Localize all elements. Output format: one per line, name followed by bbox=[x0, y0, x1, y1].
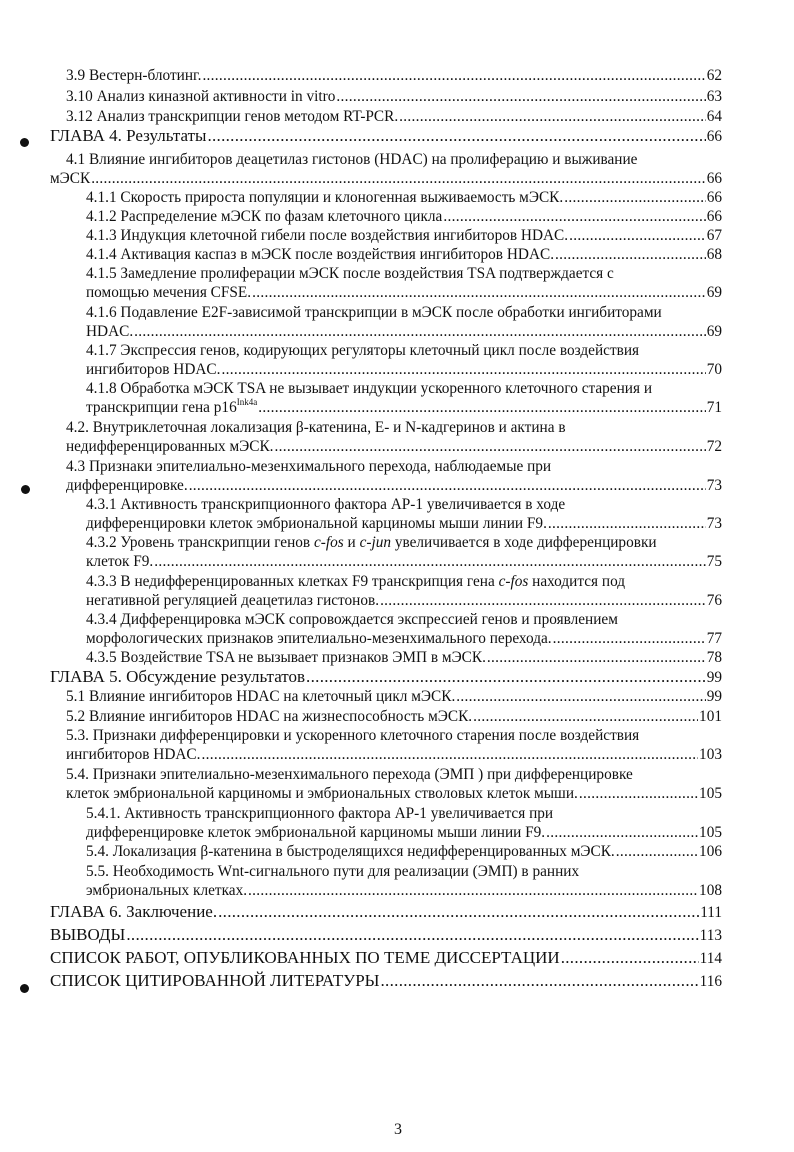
toc-entry-4-3-2-line1[interactable] bbox=[86, 534, 657, 552]
toc-page: 113 bbox=[699, 927, 722, 944]
toc-title: ВЫВОДЫ bbox=[50, 925, 126, 944]
toc-page: 108 bbox=[699, 882, 722, 899]
toc-entry-4-3-3-line1[interactable] bbox=[86, 573, 625, 591]
toc-entry-5-4-1-line1[interactable]: 5.4.1. Активность транскрипционного фактора AP-1 увеличивается при bbox=[86, 805, 554, 822]
dot-leader bbox=[561, 948, 699, 968]
text: 4.3.3 В недифференцированных клетках F9 транскрипция гена bbox=[86, 573, 499, 590]
dot-leader bbox=[201, 746, 698, 764]
toc-page: 64 bbox=[706, 108, 722, 125]
dot-leader bbox=[275, 438, 706, 456]
dot-leader bbox=[553, 630, 706, 648]
toc-page: 99 bbox=[706, 669, 722, 686]
toc-entry-4-3-1-line1[interactable]: 4.3.1 Активность транскрипционного фактора AP-1 увеличивается в ходе bbox=[86, 496, 566, 513]
dot-leader bbox=[248, 882, 698, 900]
toc-entry-4-3-5[interactable] bbox=[86, 649, 722, 667]
toc-title-text: транскрипции гена p16 bbox=[86, 399, 237, 416]
dot-leader bbox=[616, 843, 698, 861]
toc-entry-4-1-line1[interactable]: 4.1 Влияние ингибиторов деацетилаз гистонов (HDAC) на пролиферацию и выживание bbox=[66, 151, 638, 168]
toc-page: 66 bbox=[706, 208, 722, 225]
toc-entry-4-1-8[interactable] bbox=[86, 399, 722, 417]
toc-title: дифференцировки клеток эмбриональной карциномы мыши линии F9. bbox=[86, 515, 547, 532]
superscript: Ink4a bbox=[236, 397, 258, 407]
scan-bullet-mark bbox=[21, 485, 30, 494]
dot-leader bbox=[381, 971, 699, 991]
dot-leader bbox=[456, 688, 705, 706]
toc-page: 116 bbox=[699, 973, 722, 990]
toc-title: эмбриональных клетках. bbox=[86, 882, 248, 899]
toc-entry-4-1-1[interactable] bbox=[86, 189, 722, 207]
toc-entry-5-1[interactable] bbox=[66, 688, 722, 706]
toc-entry-4-1-3[interactable] bbox=[86, 227, 722, 245]
toc-page: 73 bbox=[706, 515, 722, 532]
dot-leader bbox=[546, 824, 698, 842]
toc-title: ингибиторов HDAC. bbox=[86, 361, 221, 378]
toc-chapter-4[interactable] bbox=[50, 126, 722, 146]
toc-page: 63 bbox=[706, 88, 722, 105]
toc-page: 71 bbox=[706, 399, 722, 416]
dot-leader bbox=[548, 515, 706, 533]
dot-leader bbox=[564, 189, 706, 207]
toc-page: 66 bbox=[706, 189, 722, 206]
toc-title: 3.12 Анализ транскрипции генов методом RT-PCR. bbox=[66, 108, 399, 125]
toc-title: дифференцировке клеток эмбриональной карциномы мыши линии F9. bbox=[86, 824, 546, 841]
toc-title: 5.4. Локализация β-катенина в быстроделящихся недифференцированных мЭСК. bbox=[86, 843, 615, 860]
text: 4.3.2 Уровень транскрипции генов bbox=[86, 534, 314, 551]
toc-chapter-6[interactable] bbox=[50, 902, 722, 922]
toc-title: 4.1.4 Активация каспаз в мЭСК после воздействия ингибиторов HDAC. bbox=[86, 246, 555, 263]
toc-entry-4-1-5-line1[interactable]: 4.1.5 Замедление пролиферации мЭСК после воздействия TSA подтверждается с bbox=[86, 265, 614, 282]
toc-page: 114 bbox=[699, 950, 722, 967]
toc-entry-5-5-line1[interactable]: 5.5. Необходимость Wnt-сигнального пути для реализации (ЭМП) в ранних bbox=[86, 863, 580, 880]
toc-title: клеток эмбриональной карциномы и эмбриональных стволовых клеток мыши. bbox=[66, 785, 578, 802]
toc-entry-4-3[interactable] bbox=[66, 477, 722, 495]
toc-entry-4-1-5[interactable] bbox=[86, 284, 722, 302]
toc-title: 5.2 Влияние ингибиторов HDAC на жизнеспособность мЭСК. bbox=[66, 708, 473, 725]
toc-page: 62 bbox=[706, 67, 722, 84]
toc-entry-4-1[interactable] bbox=[50, 170, 722, 188]
toc-entry-5-5[interactable] bbox=[86, 882, 722, 900]
dot-leader bbox=[258, 399, 705, 417]
text: находится под bbox=[528, 573, 626, 590]
toc-page: 76 bbox=[706, 592, 722, 609]
toc-page: 66 bbox=[706, 128, 722, 145]
toc-title: 4.1.2 Распределение мЭСК по фазам клеточного цикла bbox=[86, 208, 443, 225]
toc-title: 4.1.3 Индукция клеточной гибели после воздействия ингибиторов HDAC. bbox=[86, 227, 569, 244]
toc-title: 3.10 Анализ киназной активности in vitro bbox=[66, 88, 336, 105]
toc-page: 105 bbox=[699, 824, 722, 841]
toc-entry-4-3-3[interactable] bbox=[86, 592, 722, 610]
toc-entry-5-3-line1[interactable]: 5.3. Признаки дифференцировки и ускоренного клеточного старения после воздействия bbox=[66, 727, 640, 744]
dot-leader bbox=[306, 667, 706, 687]
toc-title: 3.9 Вестерн-блотинг. bbox=[66, 67, 202, 84]
toc-entry-3-10[interactable] bbox=[66, 88, 722, 106]
dot-leader bbox=[555, 246, 706, 264]
dot-leader bbox=[336, 88, 705, 106]
toc-entry-4-1-4[interactable] bbox=[86, 246, 722, 264]
toc-entry-4-2[interactable] bbox=[66, 438, 722, 456]
toc-entry-4-2-line1[interactable]: 4.2. Внутриклеточная локализация β-катенина, E- и N-кадгеринов и актина в bbox=[66, 419, 566, 436]
toc-entry-4-3-2[interactable] bbox=[86, 553, 722, 571]
toc-page: 66 bbox=[706, 170, 722, 187]
toc-references[interactable] bbox=[50, 971, 722, 991]
toc-entry-5-4-1[interactable] bbox=[86, 824, 722, 842]
toc-page: 99 bbox=[706, 688, 722, 705]
toc-chapter-5[interactable] bbox=[50, 667, 722, 687]
toc-page: 111 bbox=[700, 904, 722, 921]
scan-bullet-mark bbox=[20, 138, 29, 147]
toc-title: 4.1.1 Скорость прироста популяции и клоногенная выживаемость мЭСК. bbox=[86, 189, 564, 206]
toc-title: ГЛАВА 6. Заключение. bbox=[50, 902, 218, 921]
toc-title: мЭСК bbox=[50, 170, 91, 187]
toc-page: 69 bbox=[706, 284, 722, 301]
toc-entry-5-3[interactable] bbox=[66, 746, 722, 764]
gene-name: c-jun bbox=[359, 534, 392, 551]
toc-title: помощью мечения CFSE. bbox=[86, 284, 252, 301]
dot-leader bbox=[473, 708, 698, 726]
toc-title: ГЛАВА 5. Обсуждение результатов bbox=[50, 667, 306, 686]
toc-publications[interactable] bbox=[50, 948, 722, 968]
scan-bullet-mark bbox=[20, 984, 29, 993]
toc-title: СПИСОК РАБОТ, ОПУБЛИКОВАННЫХ ПО ТЕМЕ ДИССЕРТАЦИИ bbox=[50, 948, 560, 967]
page-number: 3 bbox=[394, 1121, 402, 1138]
toc-entry-4-1-8-line1[interactable]: 4.1.8 Обработка мЭСК TSA не вызывает индукции ускоренного клеточного старения и bbox=[86, 380, 653, 397]
toc-title: ГЛАВА 4. Результаты bbox=[50, 126, 207, 145]
toc-page: 105 bbox=[699, 785, 722, 802]
toc-entry-4-1-7-line1[interactable]: 4.1.7 Экспрессия генов, кодирующих регуляторы клеточный цикл после воздействия bbox=[86, 342, 640, 359]
toc-page: 101 bbox=[699, 708, 722, 725]
toc-title: клеток F9. bbox=[86, 553, 154, 570]
toc-title: негативной регуляцией деацетилаз гистонов. bbox=[86, 592, 380, 609]
toc-page: 69 bbox=[706, 323, 722, 340]
dot-leader bbox=[126, 925, 698, 945]
dot-leader bbox=[154, 553, 705, 571]
dot-leader bbox=[91, 170, 706, 188]
toc-entry-4-1-6-line1[interactable]: 4.1.6 Подавление E2F-зависимой транскрипции в мЭСК после обработки ингибиторами bbox=[86, 304, 662, 321]
dot-leader bbox=[189, 477, 706, 495]
toc-entry-3-12[interactable] bbox=[66, 108, 722, 126]
dot-leader bbox=[399, 108, 706, 126]
dot-leader bbox=[443, 208, 705, 226]
toc-title: 5.1 Влияние ингибиторов HDAC на клеточный цикл мЭСК. bbox=[66, 688, 456, 705]
dot-leader bbox=[252, 284, 706, 302]
dot-leader bbox=[207, 126, 705, 146]
toc-entry-5-4-b[interactable] bbox=[86, 843, 722, 861]
toc-entry-4-3-4-line1[interactable]: 4.3.4 Дифференцировка мЭСК сопровождается экспрессией генов и проявлением bbox=[86, 611, 618, 628]
toc-entry-3-9[interactable] bbox=[66, 67, 722, 85]
toc-title: HDAC. bbox=[86, 323, 134, 340]
toc-page: 68 bbox=[706, 246, 722, 263]
toc-page: 106 bbox=[699, 843, 722, 860]
toc-conclusions[interactable] bbox=[50, 925, 722, 945]
toc-entry-4-3-1[interactable] bbox=[86, 515, 722, 533]
gene-name: c-fos bbox=[313, 534, 344, 551]
toc-title: морфологических признаков эпителиально-мезенхимального перехода. bbox=[86, 630, 552, 647]
toc-title bbox=[86, 399, 257, 417]
dot-leader bbox=[202, 67, 705, 85]
toc-entry-4-1-7[interactable] bbox=[86, 361, 722, 379]
dot-leader bbox=[218, 902, 699, 922]
toc-title: дифференцировке. bbox=[66, 477, 188, 494]
dot-leader bbox=[221, 361, 705, 379]
toc-entry-5-4[interactable] bbox=[66, 785, 722, 803]
toc-title: ингибиторов HDAC. bbox=[66, 746, 201, 763]
dot-leader bbox=[380, 592, 706, 610]
dot-leader bbox=[579, 785, 698, 803]
toc-entry-4-3-4[interactable] bbox=[86, 630, 722, 648]
text: и bbox=[343, 534, 360, 551]
toc-title: 4.3.5 Воздействие TSA не вызывает признаков ЭМП в мЭСК. bbox=[86, 649, 486, 666]
toc-entry-5-2[interactable] bbox=[66, 708, 722, 726]
toc-entry-4-1-6[interactable] bbox=[86, 323, 722, 341]
toc-page: 78 bbox=[706, 649, 722, 666]
toc-page: 67 bbox=[706, 227, 722, 244]
toc-page: 77 bbox=[706, 630, 722, 647]
dot-leader bbox=[134, 323, 706, 341]
toc-entry-5-4-line1[interactable]: 5.4. Признаки эпителиально-мезенхимального перехода (ЭМП ) при дифференцировке bbox=[66, 766, 633, 783]
toc-page: 75 bbox=[706, 553, 722, 570]
text: увеличивается в ходе дифференцировки bbox=[391, 534, 657, 551]
toc-page: 72 bbox=[706, 438, 722, 455]
toc-page: 70 bbox=[706, 361, 722, 378]
toc-page: 103 bbox=[699, 746, 722, 763]
toc-entry-4-3-line1[interactable]: 4.3 Признаки эпителиально-мезенхимального перехода, наблюдаемые при bbox=[66, 458, 552, 475]
toc-title: недифференцированных мЭСК. bbox=[66, 438, 274, 455]
dot-leader bbox=[569, 227, 706, 245]
dot-leader bbox=[487, 649, 706, 667]
toc-title: СПИСОК ЦИТИРОВАННОЙ ЛИТЕРАТУРЫ bbox=[50, 971, 380, 990]
toc-page: 73 bbox=[706, 477, 722, 494]
toc-entry-4-1-2[interactable] bbox=[86, 208, 722, 226]
gene-name: c-fos bbox=[498, 573, 529, 590]
